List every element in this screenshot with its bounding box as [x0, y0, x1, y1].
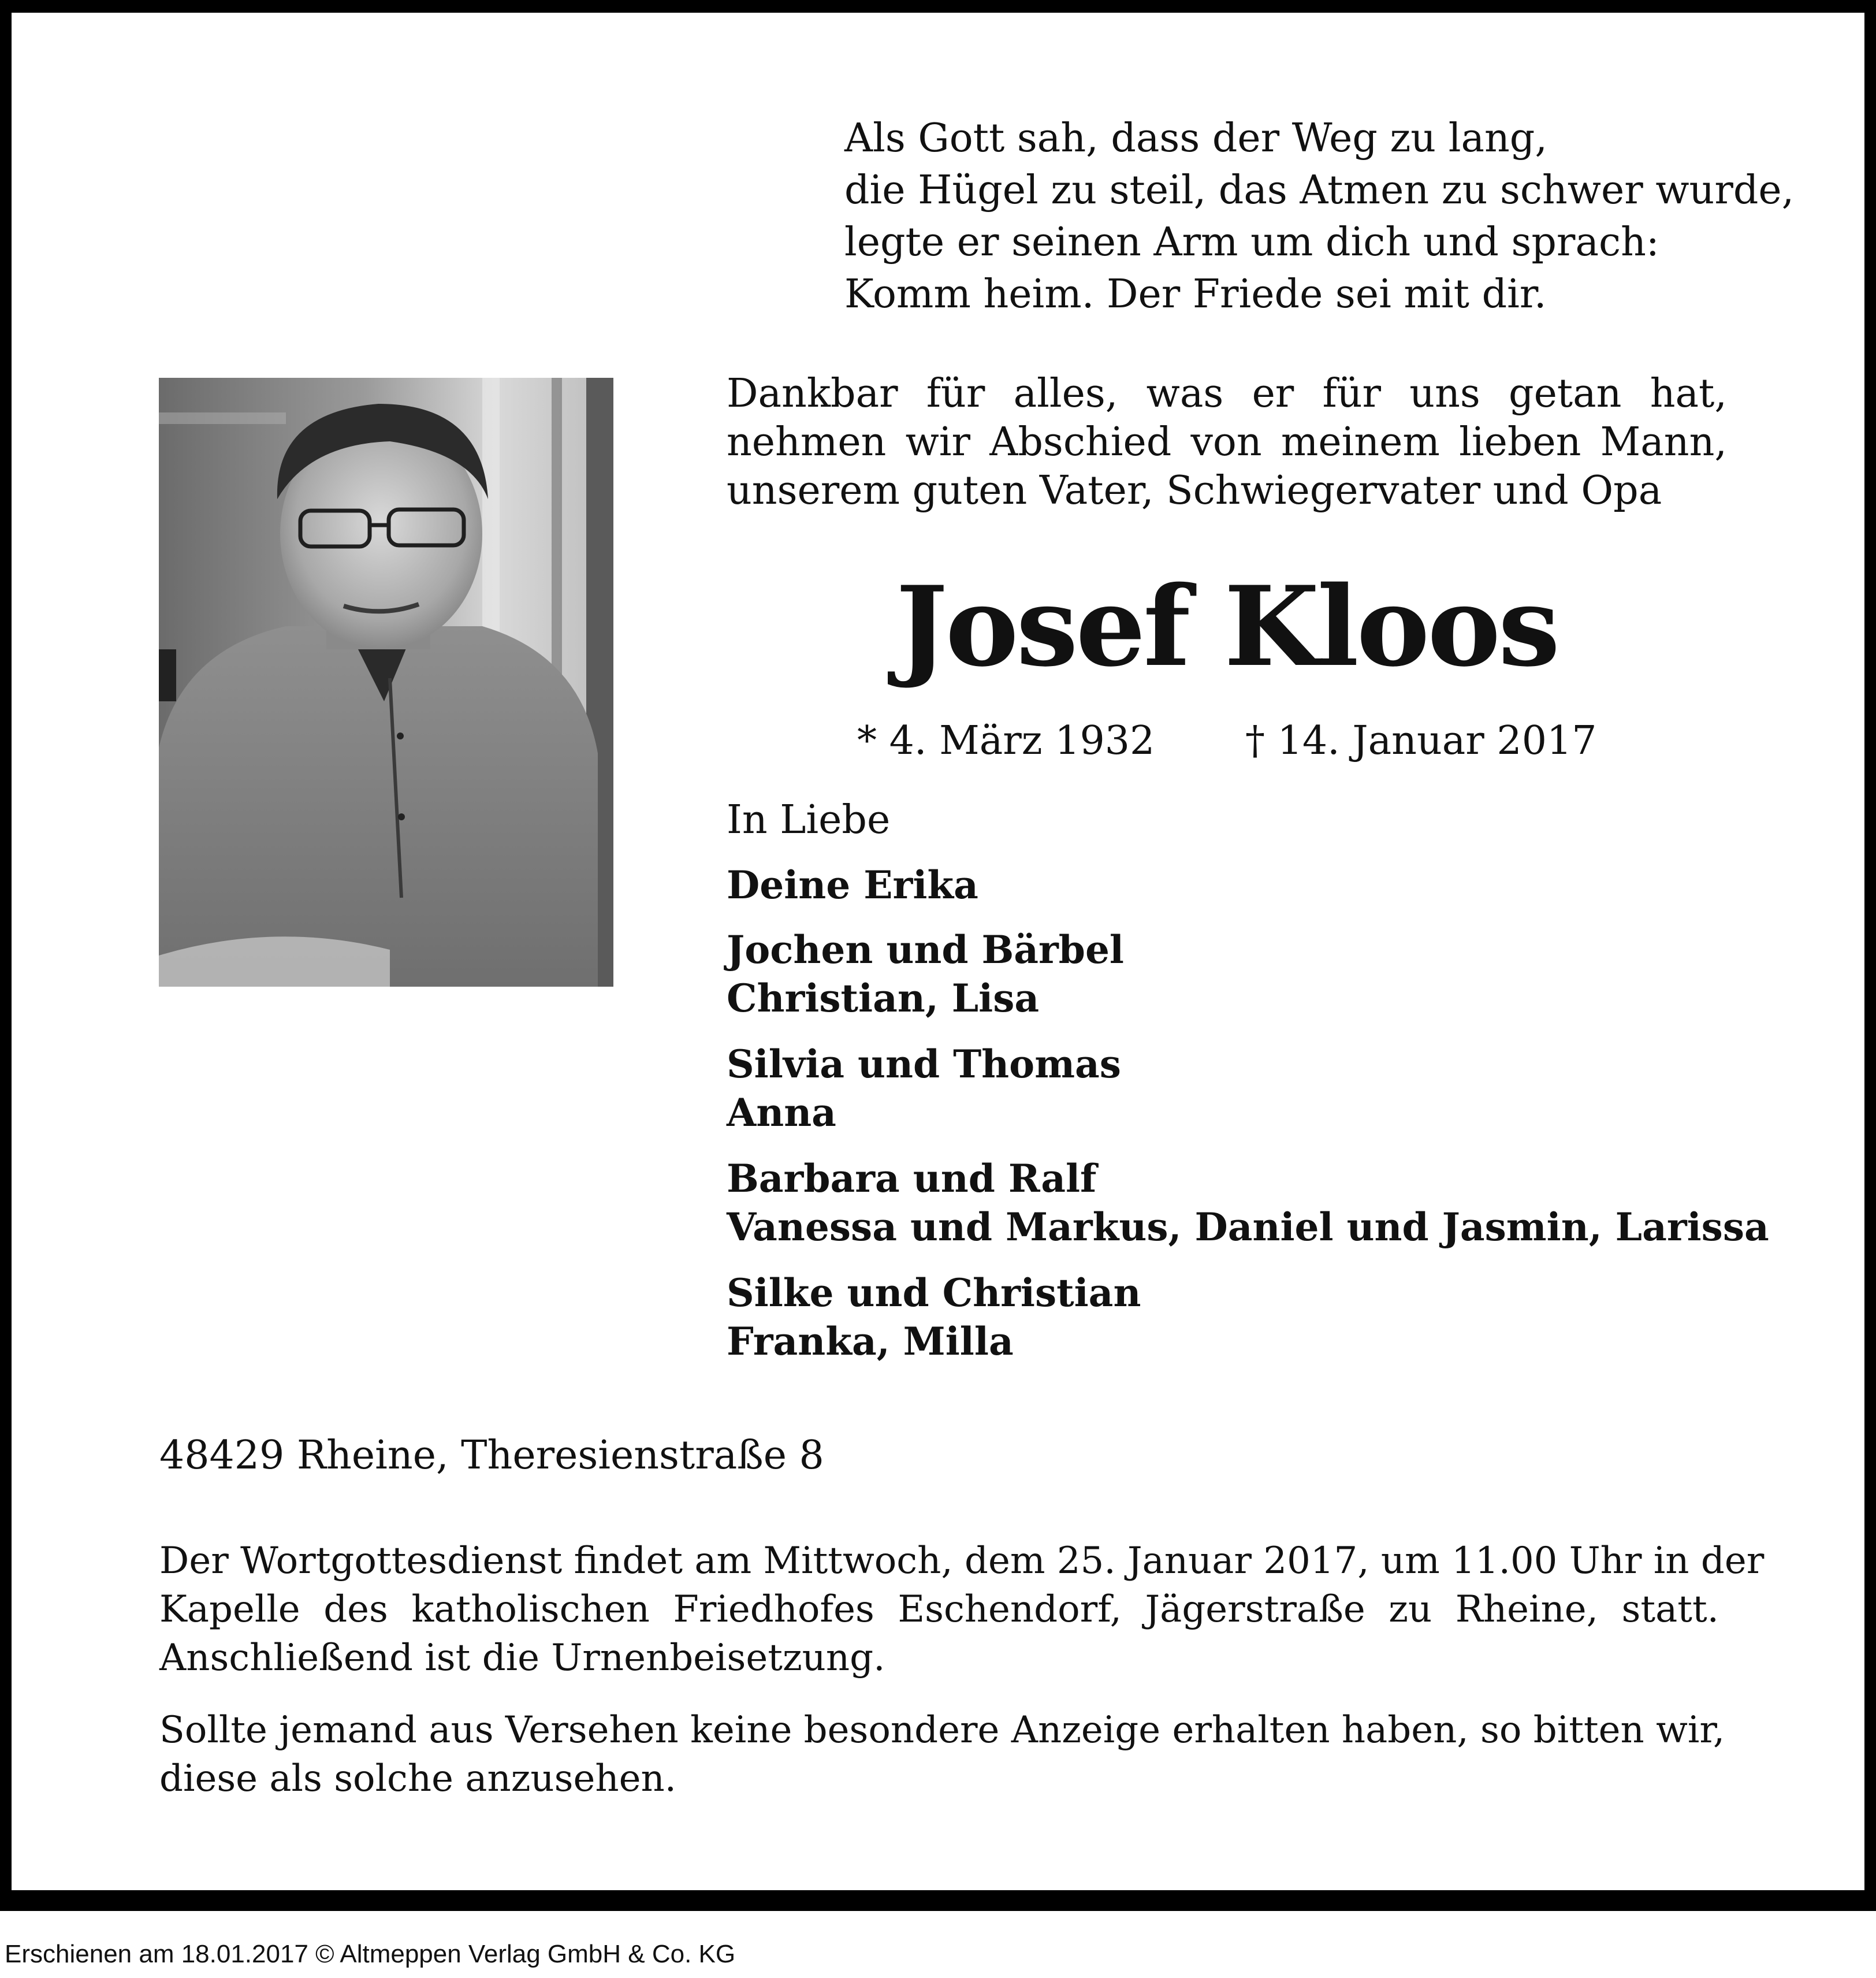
poem-line: Komm heim. Der Friede sei mit dir.: [844, 272, 1547, 317]
mourners-intro: In Liebe: [727, 797, 891, 843]
notice-line: diese als solche anzusehen.: [159, 1757, 676, 1800]
service-info: [159, 1537, 1765, 1682]
deceased-name: Josef Kloos: [895, 562, 1558, 691]
mourner-line: Anna: [727, 1090, 836, 1135]
mourner-line: Silke und Christian: [727, 1270, 1141, 1315]
death-date: † 14. Januar 2017: [1245, 718, 1597, 764]
poem: [844, 113, 1794, 321]
service-line: Der Wortgottesdienst findet am Mittwoch, dem 25. Januar 2017, um 11.00 Uhr in der: [159, 1540, 1765, 1582]
mourner-line: Barbara und Ralf: [727, 1156, 1097, 1201]
service-line: Kapelle des katholischen Friedhofes Eschendorf, Jägerstraße zu Rheine, statt.: [159, 1588, 1719, 1631]
mourner-group: [727, 861, 1769, 909]
intro-text: [727, 370, 1727, 515]
mourner-group: [727, 1040, 1769, 1137]
intro-line: unserem guten Vater, Schwiegervater und Opa: [727, 468, 1662, 514]
poem-line: die Hügel zu steil, das Atmen zu schwer wurde,: [844, 168, 1795, 213]
birth-date: * 4. März 1932: [857, 718, 1155, 764]
address: 48429 Rheine, Theresienstraße 8: [159, 1433, 824, 1478]
mourner-line: Silvia und Thomas: [727, 1042, 1121, 1087]
mourner-group: [727, 925, 1769, 1023]
portrait-photo-image: [159, 378, 613, 987]
poem-line: legte er seinen Arm um dich und sprach:: [844, 220, 1659, 265]
mourner-line: Jochen und Bärbel: [727, 927, 1125, 972]
mourner-group: [727, 1269, 1769, 1366]
mourner-line: Vanessa und Markus, Daniel und Jasmin, Larissa: [727, 1204, 1769, 1250]
portrait-photo: [159, 378, 613, 987]
notice-line: Sollte jemand aus Versehen keine besondere Anzeige erhalten haben, so bitten wir,: [159, 1709, 1725, 1752]
service-line: Anschließend ist die Urnenbeisetzung.: [159, 1637, 885, 1679]
intro-line: Dankbar für alles, was er für uns getan hat,: [727, 371, 1727, 417]
mourners-list: [727, 861, 1769, 1383]
mourner-group: [727, 1154, 1769, 1251]
intro-line: nehmen wir Abschied von meinem lieben Mann,: [727, 419, 1727, 465]
notice-text: [159, 1706, 1725, 1803]
mourner-line: Franka, Milla: [727, 1319, 1014, 1364]
mourner-line: Deine Erika: [727, 862, 978, 908]
mourner-line: Christian, Lisa: [727, 976, 1040, 1021]
publication-footer: Erschienen am 18.01.2017 © Altmeppen Verlag GmbH & Co. KG: [5, 1940, 736, 1968]
poem-line: Als Gott sah, dass der Weg zu lang,: [844, 116, 1547, 161]
